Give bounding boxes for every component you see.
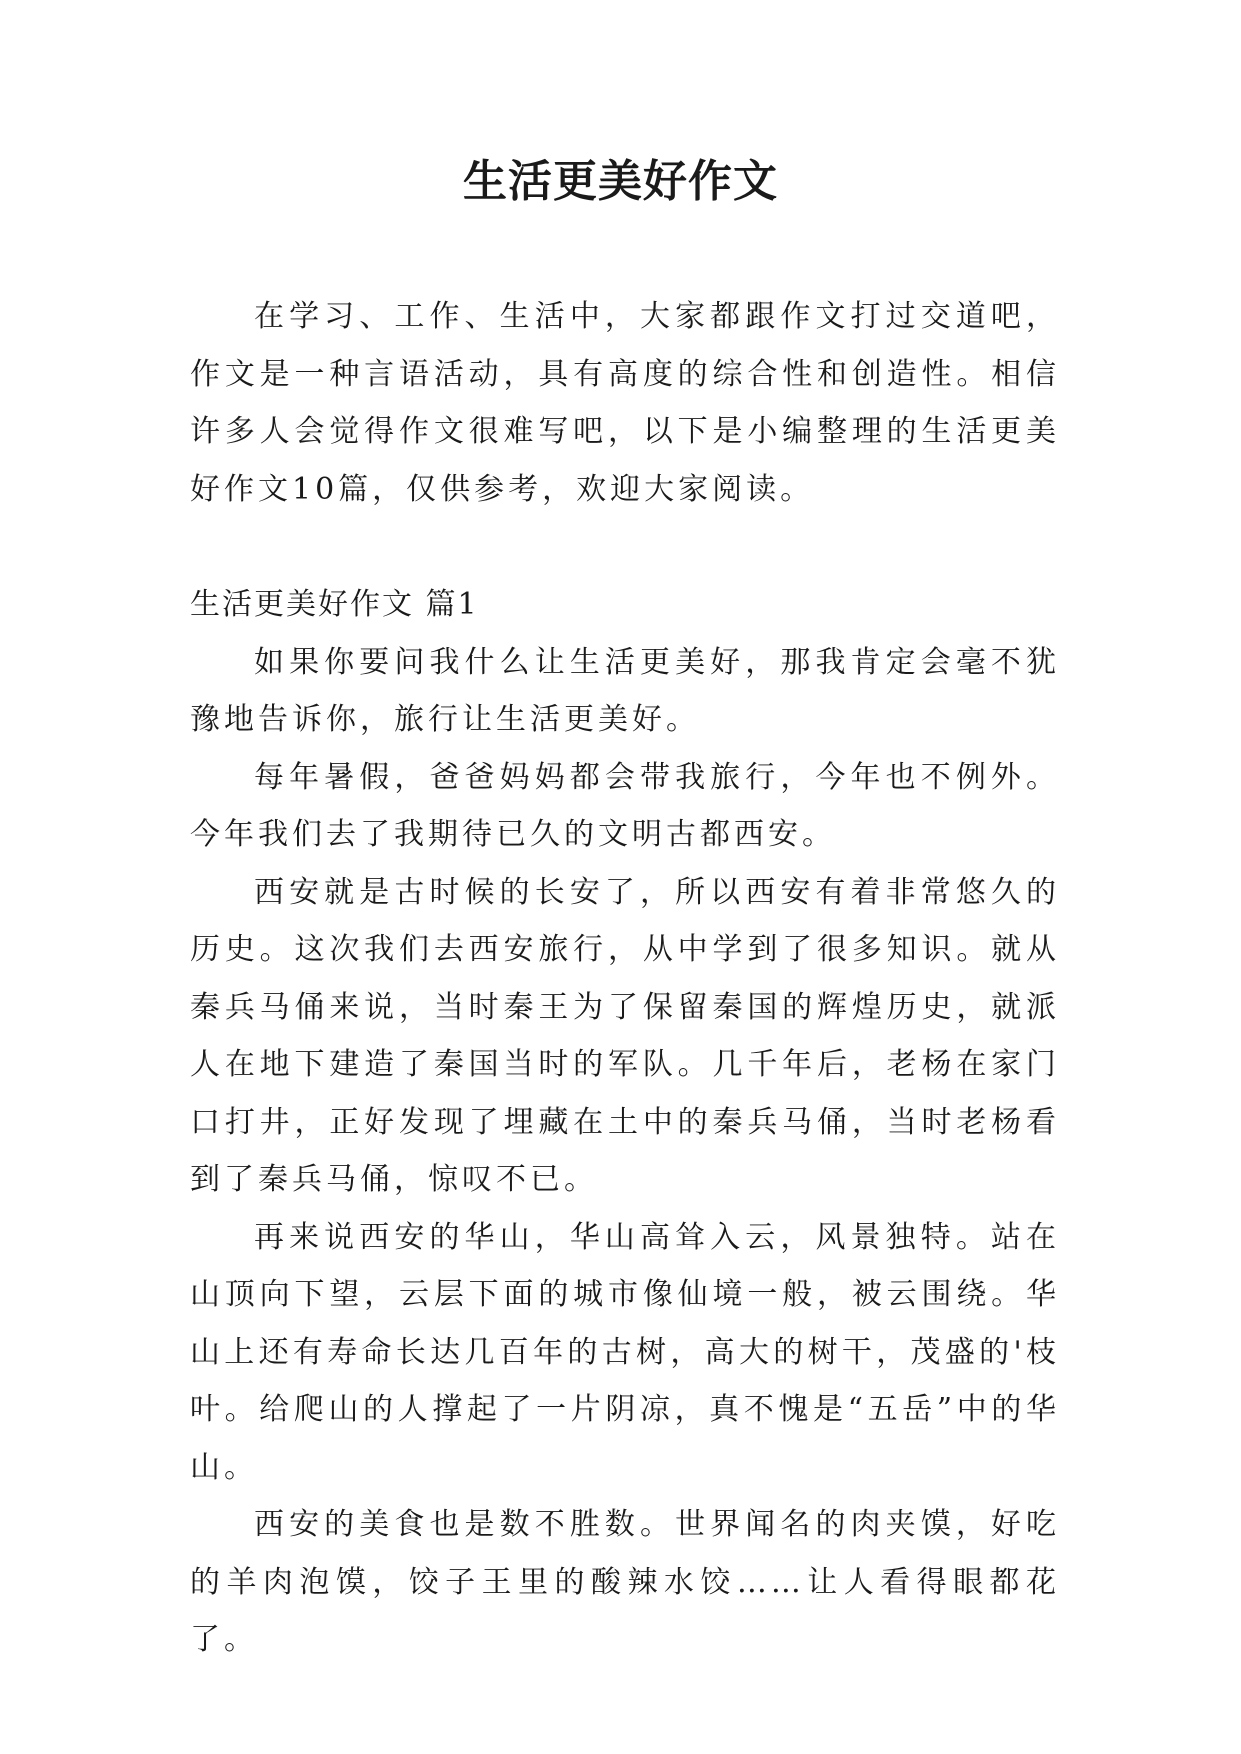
body-paragraph: 西安的美食也是数不胜数。世界闻名的肉夹馍，好吃的羊肉泡馍，饺子王里的酸辣水饺……让人看得眼都花了。 (190, 1507, 1060, 1657)
body-paragraph: 西安就是古时候的长安了，所以西安有着非常悠久的历史。这次我们去西安旅行，从中学到了很多知识。就从秦兵马俑来说，当时秦王为了保留秦国的辉煌历史，就派人在地下建造了秦国当时的军队。几千年后，老杨在家门口打井，正好发现了埋藏在土中的秦兵马俑，当时老杨看到了秦兵马俑，惊叹不已。 (190, 874, 1060, 1197)
body-paragraph: 再来说西安的华山，华山高耸入云，风景独特。站在山顶向下望，云层下面的城市像仙境一般，被云围绕。华山上还有寿命长达几百年的古树，高大的树干，茂盛的'枝叶。给爬山的人撑起了一片阴凉，真不愧是“五岳”中的华山。 (190, 1219, 1060, 1485)
document-body (190, 288, 1060, 1669)
body-paragraph: 如果你要问我什么让生活更美好，那我肯定会毫不犹豫地告诉你，旅行让生活更美好。 (190, 644, 1060, 737)
section-heading: 生活更美好作文 篇1 (190, 587, 479, 622)
body-paragraph: 每年暑假，爸爸妈妈都会带我旅行，今年也不例外。今年我们去了我期待已久的文明古都西安。 (190, 759, 1060, 852)
document-title: 生活更美好作文 (463, 156, 778, 207)
intro-paragraph: 在学习、工作、生活中，大家都跟作文打过交道吧，作文是一种言语活动，具有高度的综合性和创造性。相信许多人会觉得作文很难写吧，以下是小编整理的生活更美好作文10篇，仅供参考，欢迎大家阅读。 (190, 299, 1060, 507)
